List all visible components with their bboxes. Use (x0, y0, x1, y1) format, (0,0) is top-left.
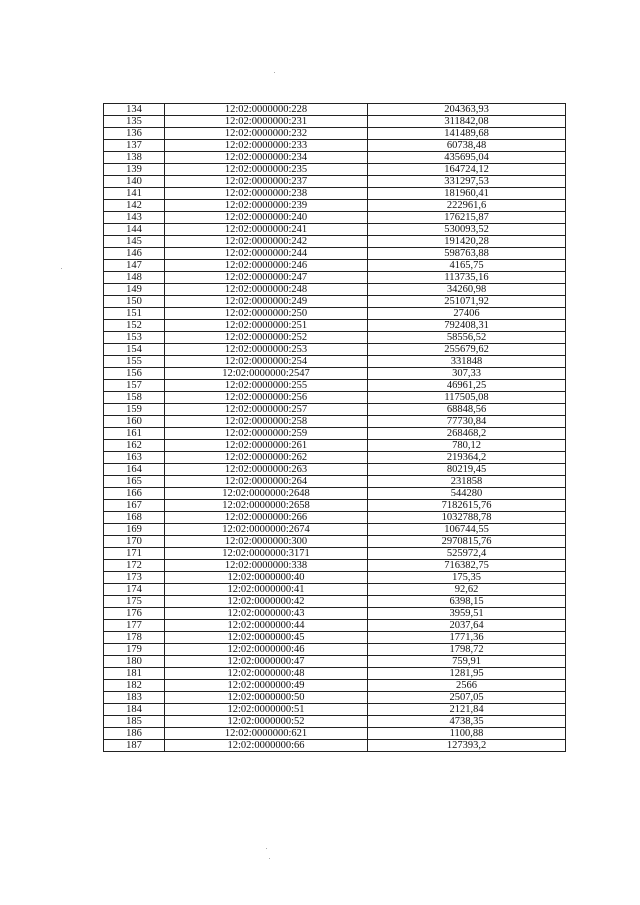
row-number-cell: 166 (104, 488, 165, 500)
row-number-cell: 178 (104, 632, 165, 644)
cadastral-value-table (103, 103, 566, 752)
value-cell: 530093,52 (368, 224, 566, 236)
table-row (104, 416, 566, 428)
value-cell: 311842,08 (368, 116, 566, 128)
table-row (104, 296, 566, 308)
row-number-cell: 143 (104, 212, 165, 224)
cadastral-number-cell: 12:02:0000000:3171 (165, 548, 368, 560)
value-cell: 181960,41 (368, 188, 566, 200)
cadastral-number-cell: 12:02:0000000:237 (165, 176, 368, 188)
row-number-cell: 159 (104, 404, 165, 416)
value-cell: 80219,45 (368, 464, 566, 476)
cadastral-number-cell: 12:02:0000000:266 (165, 512, 368, 524)
table-body (104, 104, 566, 752)
table-row (104, 440, 566, 452)
cadastral-number-cell: 12:02:0000000:50 (165, 692, 368, 704)
cadastral-number-cell: 12:02:0000000:49 (165, 680, 368, 692)
table-row (104, 188, 566, 200)
table-row (104, 236, 566, 248)
table-row (104, 548, 566, 560)
row-number-cell: 179 (104, 644, 165, 656)
row-number-cell: 161 (104, 428, 165, 440)
table-row (104, 248, 566, 260)
value-cell: 792408,31 (368, 320, 566, 332)
cadastral-number-cell: 12:02:0000000:239 (165, 200, 368, 212)
value-cell: 1281,95 (368, 668, 566, 680)
cadastral-number-cell: 12:02:0000000:2674 (165, 524, 368, 536)
cadastral-number-cell: 12:02:0000000:246 (165, 260, 368, 272)
table-row (104, 692, 566, 704)
cadastral-number-cell: 12:02:0000000:2547 (165, 368, 368, 380)
row-number-cell: 137 (104, 140, 165, 152)
value-cell: 716382,75 (368, 560, 566, 572)
table-row (104, 656, 566, 668)
row-number-cell: 142 (104, 200, 165, 212)
row-number-cell: 150 (104, 296, 165, 308)
value-cell: 231858 (368, 476, 566, 488)
table-row (104, 320, 566, 332)
row-number-cell: 134 (104, 104, 165, 116)
value-cell: 77730,84 (368, 416, 566, 428)
table-row (104, 452, 566, 464)
cadastral-number-cell: 12:02:0000000:43 (165, 608, 368, 620)
value-cell: 176215,87 (368, 212, 566, 224)
value-cell: 1032788,78 (368, 512, 566, 524)
value-cell: 598763,88 (368, 248, 566, 260)
table-row (104, 260, 566, 272)
table-row (104, 500, 566, 512)
cadastral-number-cell: 12:02:0000000:251 (165, 320, 368, 332)
table-row (104, 380, 566, 392)
value-cell: 113735,16 (368, 272, 566, 284)
row-number-cell: 177 (104, 620, 165, 632)
row-number-cell: 183 (104, 692, 165, 704)
row-number-cell: 152 (104, 320, 165, 332)
value-cell: 164724,12 (368, 164, 566, 176)
value-cell: 175,35 (368, 572, 566, 584)
row-number-cell: 171 (104, 548, 165, 560)
cadastral-number-cell: 12:02:0000000:47 (165, 656, 368, 668)
row-number-cell: 153 (104, 332, 165, 344)
value-cell: 222961,6 (368, 200, 566, 212)
scan-speck (274, 72, 275, 73)
value-cell: 3959,51 (368, 608, 566, 620)
value-cell: 255679,62 (368, 344, 566, 356)
table-row (104, 200, 566, 212)
table-row (104, 368, 566, 380)
table-row (104, 668, 566, 680)
cadastral-number-cell: 12:02:0000000:238 (165, 188, 368, 200)
row-number-cell: 173 (104, 572, 165, 584)
value-cell: 307,33 (368, 368, 566, 380)
table-row (104, 356, 566, 368)
table-row (104, 152, 566, 164)
table-row (104, 572, 566, 584)
value-cell: 780,12 (368, 440, 566, 452)
table-row (104, 128, 566, 140)
table-row (104, 644, 566, 656)
cadastral-number-cell: 12:02:0000000:40 (165, 572, 368, 584)
row-number-cell: 172 (104, 560, 165, 572)
value-cell: 525972,4 (368, 548, 566, 560)
value-cell: 127393,2 (368, 740, 566, 752)
table-row (104, 404, 566, 416)
table-row (104, 704, 566, 716)
row-number-cell: 164 (104, 464, 165, 476)
cadastral-number-cell: 12:02:0000000:232 (165, 128, 368, 140)
cadastral-number-cell: 12:02:0000000:44 (165, 620, 368, 632)
cadastral-number-cell: 12:02:0000000:234 (165, 152, 368, 164)
row-number-cell: 157 (104, 380, 165, 392)
cadastral-number-cell: 12:02:0000000:254 (165, 356, 368, 368)
table-row (104, 464, 566, 476)
row-number-cell: 180 (104, 656, 165, 668)
row-number-cell: 174 (104, 584, 165, 596)
cadastral-number-cell: 12:02:0000000:242 (165, 236, 368, 248)
cadastral-number-cell: 12:02:0000000:66 (165, 740, 368, 752)
cadastral-number-cell: 12:02:0000000:41 (165, 584, 368, 596)
cadastral-number-cell: 12:02:0000000:241 (165, 224, 368, 236)
value-cell: 34260,98 (368, 284, 566, 296)
value-cell: 4165,75 (368, 260, 566, 272)
cadastral-number-cell: 12:02:0000000:52 (165, 716, 368, 728)
row-number-cell: 169 (104, 524, 165, 536)
value-cell: 268468,2 (368, 428, 566, 440)
row-number-cell: 187 (104, 740, 165, 752)
row-number-cell: 163 (104, 452, 165, 464)
row-number-cell: 140 (104, 176, 165, 188)
value-cell: 1798,72 (368, 644, 566, 656)
row-number-cell: 185 (104, 716, 165, 728)
value-cell: 2566 (368, 680, 566, 692)
row-number-cell: 149 (104, 284, 165, 296)
row-number-cell: 156 (104, 368, 165, 380)
value-cell: 204363,93 (368, 104, 566, 116)
table-row (104, 140, 566, 152)
table-row (104, 620, 566, 632)
row-number-cell: 168 (104, 512, 165, 524)
table-row (104, 536, 566, 548)
value-cell: 27406 (368, 308, 566, 320)
table-row (104, 680, 566, 692)
value-cell: 191420,28 (368, 236, 566, 248)
cadastral-number-cell: 12:02:0000000:256 (165, 392, 368, 404)
table-row (104, 488, 566, 500)
value-cell: 141489,68 (368, 128, 566, 140)
value-cell: 4738,35 (368, 716, 566, 728)
cadastral-number-cell: 12:02:0000000:249 (165, 296, 368, 308)
table-row (104, 176, 566, 188)
table-row (104, 596, 566, 608)
cadastral-number-cell: 12:02:0000000:244 (165, 248, 368, 260)
table-row (104, 104, 566, 116)
scan-speck (266, 848, 267, 849)
table-row (104, 428, 566, 440)
table-row (104, 524, 566, 536)
table-row (104, 584, 566, 596)
table-row (104, 476, 566, 488)
value-cell: 2507,05 (368, 692, 566, 704)
row-number-cell: 139 (104, 164, 165, 176)
cadastral-number-cell: 12:02:0000000:247 (165, 272, 368, 284)
value-cell: 331297,53 (368, 176, 566, 188)
row-number-cell: 154 (104, 344, 165, 356)
cadastral-number-cell: 12:02:0000000:264 (165, 476, 368, 488)
table-row (104, 392, 566, 404)
cadastral-number-cell: 12:02:0000000:228 (165, 104, 368, 116)
row-number-cell: 151 (104, 308, 165, 320)
cadastral-number-cell: 12:02:0000000:261 (165, 440, 368, 452)
table-row (104, 344, 566, 356)
value-cell: 2121,84 (368, 704, 566, 716)
table-row (104, 740, 566, 752)
table-row (104, 716, 566, 728)
table-row (104, 608, 566, 620)
row-number-cell: 155 (104, 356, 165, 368)
cadastral-number-cell: 12:02:0000000:51 (165, 704, 368, 716)
cadastral-number-cell: 12:02:0000000:240 (165, 212, 368, 224)
value-cell: 68848,56 (368, 404, 566, 416)
row-number-cell: 147 (104, 260, 165, 272)
cadastral-number-cell: 12:02:0000000:252 (165, 332, 368, 344)
row-number-cell: 144 (104, 224, 165, 236)
row-number-cell: 146 (104, 248, 165, 260)
row-number-cell: 160 (104, 416, 165, 428)
table-row (104, 224, 566, 236)
value-cell: 106744,55 (368, 524, 566, 536)
value-cell: 92,62 (368, 584, 566, 596)
value-cell: 60738,48 (368, 140, 566, 152)
cadastral-number-cell: 12:02:0000000:48 (165, 668, 368, 680)
cadastral-number-cell: 12:02:0000000:257 (165, 404, 368, 416)
cadastral-number-cell: 12:02:0000000:42 (165, 596, 368, 608)
cadastral-number-cell: 12:02:0000000:262 (165, 452, 368, 464)
value-cell: 219364,2 (368, 452, 566, 464)
table-row (104, 632, 566, 644)
cadastral-number-cell: 12:02:0000000:263 (165, 464, 368, 476)
cadastral-number-cell: 12:02:0000000:621 (165, 728, 368, 740)
cadastral-number-cell: 12:02:0000000:250 (165, 308, 368, 320)
value-cell: 7182615,76 (368, 500, 566, 512)
table-row (104, 116, 566, 128)
row-number-cell: 182 (104, 680, 165, 692)
value-cell: 544280 (368, 488, 566, 500)
table-row (104, 728, 566, 740)
value-cell: 2037,64 (368, 620, 566, 632)
value-cell: 1100,88 (368, 728, 566, 740)
cadastral-number-cell: 12:02:0000000:45 (165, 632, 368, 644)
cadastral-number-cell: 12:02:0000000:235 (165, 164, 368, 176)
row-number-cell: 184 (104, 704, 165, 716)
value-cell: 331848 (368, 356, 566, 368)
table-row (104, 512, 566, 524)
cadastral-number-cell: 12:02:0000000:231 (165, 116, 368, 128)
row-number-cell: 148 (104, 272, 165, 284)
row-number-cell: 162 (104, 440, 165, 452)
row-number-cell: 165 (104, 476, 165, 488)
value-cell: 117505,08 (368, 392, 566, 404)
row-number-cell: 136 (104, 128, 165, 140)
value-cell: 759,91 (368, 656, 566, 668)
value-cell: 251071,92 (368, 296, 566, 308)
cadastral-number-cell: 12:02:0000000:259 (165, 428, 368, 440)
table-row (104, 284, 566, 296)
row-number-cell: 175 (104, 596, 165, 608)
row-number-cell: 138 (104, 152, 165, 164)
table-row (104, 332, 566, 344)
row-number-cell: 176 (104, 608, 165, 620)
cadastral-number-cell: 12:02:0000000:253 (165, 344, 368, 356)
table-row (104, 308, 566, 320)
cadastral-number-cell: 12:02:0000000:338 (165, 560, 368, 572)
cadastral-number-cell: 12:02:0000000:233 (165, 140, 368, 152)
value-cell: 2970815,76 (368, 536, 566, 548)
value-cell: 6398,15 (368, 596, 566, 608)
value-cell: 1771,36 (368, 632, 566, 644)
row-number-cell: 145 (104, 236, 165, 248)
cadastral-number-cell: 12:02:0000000:46 (165, 644, 368, 656)
cadastral-number-cell: 12:02:0000000:258 (165, 416, 368, 428)
table-row (104, 164, 566, 176)
value-cell: 46961,25 (368, 380, 566, 392)
row-number-cell: 186 (104, 728, 165, 740)
table-row (104, 560, 566, 572)
cadastral-number-cell: 12:02:0000000:255 (165, 380, 368, 392)
row-number-cell: 158 (104, 392, 165, 404)
row-number-cell: 135 (104, 116, 165, 128)
table-row (104, 272, 566, 284)
row-number-cell: 170 (104, 536, 165, 548)
scan-speck (61, 268, 62, 269)
value-cell: 435695,04 (368, 152, 566, 164)
row-number-cell: 181 (104, 668, 165, 680)
cadastral-number-cell: 12:02:0000000:248 (165, 284, 368, 296)
cadastral-number-cell: 12:02:0000000:300 (165, 536, 368, 548)
value-cell: 58556,52 (368, 332, 566, 344)
row-number-cell: 167 (104, 500, 165, 512)
table-row (104, 212, 566, 224)
cadastral-number-cell: 12:02:0000000:2658 (165, 500, 368, 512)
cadastral-number-cell: 12:02:0000000:2648 (165, 488, 368, 500)
row-number-cell: 141 (104, 188, 165, 200)
scan-speck (269, 858, 270, 859)
